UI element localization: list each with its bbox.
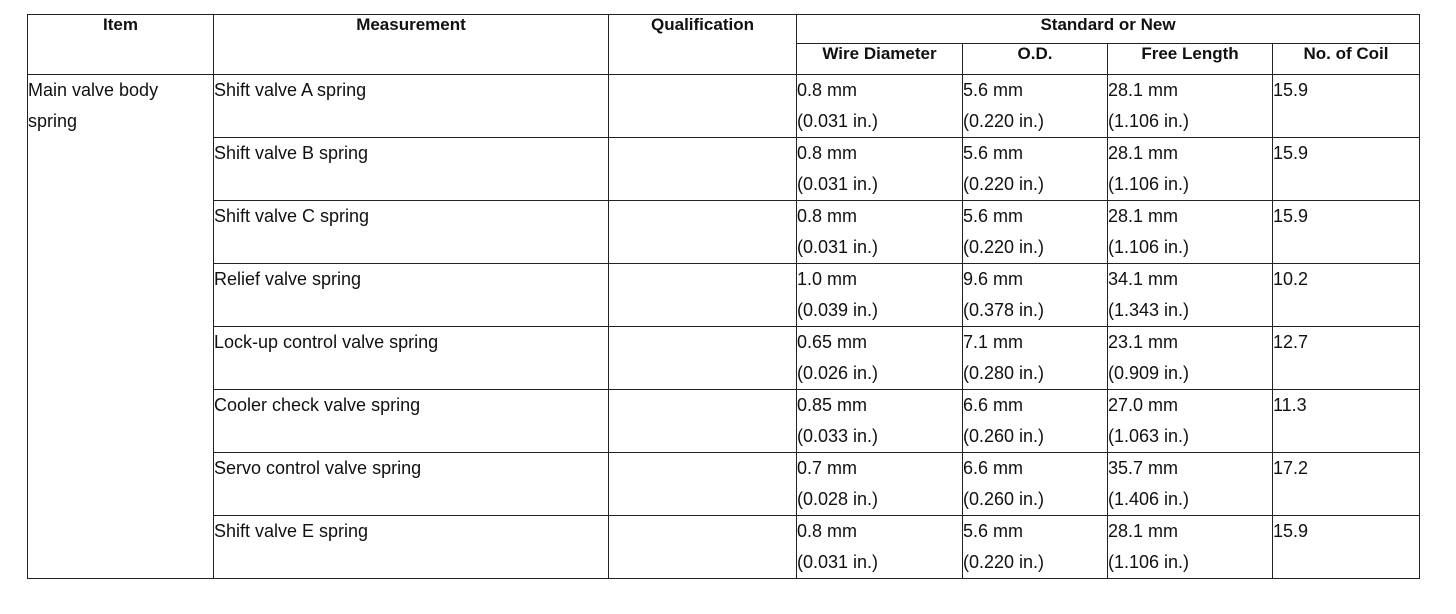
od-in: (0.220 in.) xyxy=(963,174,1045,194)
od-cell xyxy=(963,201,1108,264)
measurement-cell: Shift valve A spring xyxy=(214,75,609,138)
table-row xyxy=(28,75,1420,138)
header-row-top xyxy=(28,15,1420,44)
spring-spec-table xyxy=(27,14,1420,579)
table-row xyxy=(28,138,1420,201)
free-length-cell xyxy=(1108,75,1273,138)
qualification-cell xyxy=(609,75,797,138)
free-length-cell xyxy=(1108,327,1273,390)
header-no-of-coil: No. of Coil xyxy=(1273,44,1420,75)
wire-diameter-in: (0.026 in.) xyxy=(797,363,879,383)
wire-diameter-in: (0.031 in.) xyxy=(797,174,879,194)
od-cell xyxy=(963,264,1108,327)
header-wire-diameter: Wire Diameter xyxy=(797,44,963,75)
od-cell xyxy=(963,327,1108,390)
free-length-mm: 34.1 mm xyxy=(1108,269,1179,289)
free-length-in: (1.406 in.) xyxy=(1108,489,1190,509)
table-row xyxy=(28,390,1420,453)
od-cell xyxy=(963,138,1108,201)
header-free-length: Free Length xyxy=(1108,44,1273,75)
no-of-coil-cell: 15.9 xyxy=(1273,75,1420,138)
no-of-coil-cell: 15.9 xyxy=(1273,516,1420,579)
measurement-cell: Shift valve B spring xyxy=(214,138,609,201)
od-mm: 9.6 mm xyxy=(963,269,1024,289)
wire-diameter-mm: 0.65 mm xyxy=(797,332,868,352)
od-in: (0.220 in.) xyxy=(963,237,1045,257)
wire-diameter-cell xyxy=(797,138,963,201)
wire-diameter-cell xyxy=(797,264,963,327)
qualification-cell xyxy=(609,453,797,516)
od-in: (0.260 in.) xyxy=(963,426,1045,446)
free-length-cell xyxy=(1108,516,1273,579)
free-length-cell xyxy=(1108,390,1273,453)
no-of-coil-cell: 12.7 xyxy=(1273,327,1420,390)
od-in: (0.280 in.) xyxy=(963,363,1045,383)
table-header xyxy=(28,15,1420,75)
item-label-line-1: Main valve body xyxy=(28,80,159,100)
free-length-cell xyxy=(1108,264,1273,327)
table-row xyxy=(28,516,1420,579)
wire-diameter-cell xyxy=(797,327,963,390)
wire-diameter-cell xyxy=(797,75,963,138)
od-mm: 5.6 mm xyxy=(963,521,1024,541)
measurement-cell: Cooler check valve spring xyxy=(214,390,609,453)
no-of-coil-cell: 17.2 xyxy=(1273,453,1420,516)
table-row xyxy=(28,327,1420,390)
qualification-cell xyxy=(609,138,797,201)
wire-diameter-cell xyxy=(797,201,963,264)
measurement-cell: Lock-up control valve spring xyxy=(214,327,609,390)
item-cell xyxy=(28,75,214,579)
table-row xyxy=(28,201,1420,264)
wire-diameter-cell xyxy=(797,516,963,579)
free-length-mm: 35.7 mm xyxy=(1108,458,1179,478)
wire-diameter-mm: 0.8 mm xyxy=(797,521,858,541)
free-length-mm: 28.1 mm xyxy=(1108,521,1179,541)
free-length-mm: 27.0 mm xyxy=(1108,395,1179,415)
od-mm: 5.6 mm xyxy=(963,143,1024,163)
od-cell xyxy=(963,453,1108,516)
no-of-coil-cell: 15.9 xyxy=(1273,201,1420,264)
od-mm: 6.6 mm xyxy=(963,395,1024,415)
measurement-cell: Relief valve spring xyxy=(214,264,609,327)
free-length-cell xyxy=(1108,201,1273,264)
od-cell xyxy=(963,390,1108,453)
item-label-line-2: spring xyxy=(28,111,78,131)
header-measurement: Measurement xyxy=(214,15,609,75)
free-length-mm: 23.1 mm xyxy=(1108,332,1179,352)
table-row xyxy=(28,264,1420,327)
wire-diameter-in: (0.033 in.) xyxy=(797,426,879,446)
wire-diameter-in: (0.039 in.) xyxy=(797,300,879,320)
od-in: (0.378 in.) xyxy=(963,300,1045,320)
wire-diameter-in: (0.031 in.) xyxy=(797,552,879,572)
measurement-cell: Shift valve C spring xyxy=(214,201,609,264)
free-length-mm: 28.1 mm xyxy=(1108,80,1179,100)
wire-diameter-cell xyxy=(797,453,963,516)
wire-diameter-mm: 0.85 mm xyxy=(797,395,868,415)
header-qualification: Qualification xyxy=(609,15,797,75)
free-length-mm: 28.1 mm xyxy=(1108,206,1179,226)
od-mm: 6.6 mm xyxy=(963,458,1024,478)
wire-diameter-in: (0.031 in.) xyxy=(797,237,879,257)
qualification-cell xyxy=(609,516,797,579)
free-length-in: (1.106 in.) xyxy=(1108,174,1190,194)
od-mm: 7.1 mm xyxy=(963,332,1024,352)
od-in: (0.260 in.) xyxy=(963,489,1045,509)
od-in: (0.220 in.) xyxy=(963,552,1045,572)
measurement-cell: Servo control valve spring xyxy=(214,453,609,516)
no-of-coil-cell: 15.9 xyxy=(1273,138,1420,201)
wire-diameter-cell xyxy=(797,390,963,453)
table-row xyxy=(28,453,1420,516)
od-mm: 5.6 mm xyxy=(963,206,1024,226)
wire-diameter-mm: 1.0 mm xyxy=(797,269,858,289)
free-length-cell xyxy=(1108,138,1273,201)
free-length-mm: 28.1 mm xyxy=(1108,143,1179,163)
no-of-coil-cell: 10.2 xyxy=(1273,264,1420,327)
header-od: O.D. xyxy=(963,44,1108,75)
header-item: Item xyxy=(28,15,214,75)
free-length-in: (1.106 in.) xyxy=(1108,237,1190,257)
wire-diameter-mm: 0.7 mm xyxy=(797,458,858,478)
free-length-cell xyxy=(1108,453,1273,516)
qualification-cell xyxy=(609,390,797,453)
measurement-cell: Shift valve E spring xyxy=(214,516,609,579)
od-in: (0.220 in.) xyxy=(963,111,1045,131)
od-cell xyxy=(963,516,1108,579)
od-cell xyxy=(963,75,1108,138)
qualification-cell xyxy=(609,264,797,327)
od-mm: 5.6 mm xyxy=(963,80,1024,100)
wire-diameter-in: (0.031 in.) xyxy=(797,111,879,131)
wire-diameter-in: (0.028 in.) xyxy=(797,489,879,509)
free-length-in: (0.909 in.) xyxy=(1108,363,1190,383)
table-body xyxy=(28,75,1420,579)
free-length-in: (1.063 in.) xyxy=(1108,426,1190,446)
wire-diameter-mm: 0.8 mm xyxy=(797,80,858,100)
free-length-in: (1.106 in.) xyxy=(1108,111,1190,131)
free-length-in: (1.106 in.) xyxy=(1108,552,1190,572)
free-length-in: (1.343 in.) xyxy=(1108,300,1190,320)
wire-diameter-mm: 0.8 mm xyxy=(797,143,858,163)
qualification-cell xyxy=(609,327,797,390)
header-standard-or-new: Standard or New xyxy=(797,15,1420,44)
no-of-coil-cell: 11.3 xyxy=(1273,390,1420,453)
qualification-cell xyxy=(609,201,797,264)
wire-diameter-mm: 0.8 mm xyxy=(797,206,858,226)
